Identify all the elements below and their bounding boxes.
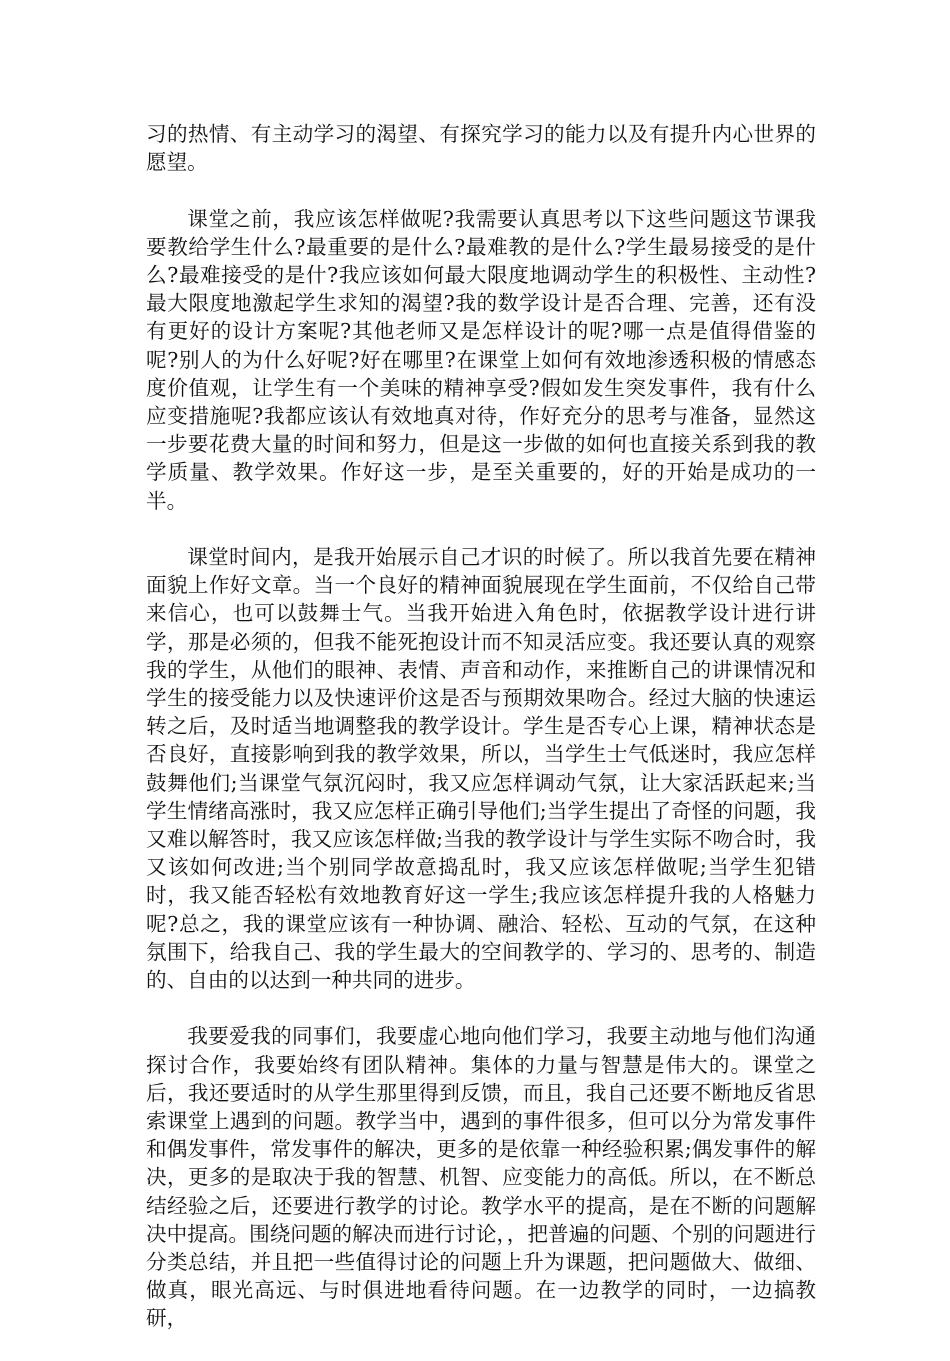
paragraph-before-class: 课堂之前，我应该怎样做呢?我需要认真思考以下这些问题这节课我要教给学生什么?最重要的是什么?最难教的是什么?学生最易接受的是什么?最难接受的是什?我应该如何最大限度地调动学生的积极性、主动性?最大限度地激起学生求知的渴望?我的数学设计是否合理、完善，还有没有更好的设计方案呢?其他老师又是怎样设计的呢?哪一点是值得借鉴的呢?别人的为什么好呢?好在哪里?在课堂上如何有效地渗透积极的情感态度价值观，让学生有一个美味的精神享受?假如发生突发事件，我有什么应变措施呢?我都应该认有效地真对待，作好充分的思考与准备，显然这一步要花费大量的时间和努力，但是这一步做的如何也直接关系到我的教学质量、教学效果。作好这一步，是至关重要的，好的开始是成功的一半。 (146, 206, 816, 513)
paragraph-continuation: 习的热情、有主动学习的渴望、有探究学习的能力以及有提升内心世界的愿望。 (146, 122, 816, 175)
paragraph-colleagues-reflection: 我要爱我的同事们，我要虚心地向他们学习，我要主动地与他们沟通探讨合作，我要始终有团队精神。集体的力量与智慧是伟大的。课堂之后，我还要适时的从学生那里得到反馈，而且，我自己还要不断地反省思索课堂上遇到的问题。教学当中，遇到的事件很多，但可以分为常发事件和偶发事件，常发事件的解决，更多的是依靠一种经验积累;偶发事件的解决，更多的是取决于我的智慧、机智、应变能力的高低。所以，在不断总结经验之后，还要进行教学的讨论。教学水平的提高，是在不断的问题解决中提高。围绕问题的解决而进行讨论，，把普遍的问题、个别的问题进行分类总结，并且把一些值得讨论的问题上升为课题，把问题做大、做细、做真，眼光高远、与时俱进地看待问题。在一边教学的同时，一边搞教研， (146, 1024, 816, 1331)
paragraph-during-class: 课堂时间内，是我开始展示自己才识的时候了。所以我首先要在精神面貌上作好文章。当一个良好的精神面貌展现在学生面前，不仅给自己带来信心，也可以鼓舞士气。当我开始进入角色时，依据教学设计进行讲学，那是必须的，但我不能死抱设计而不知灵活应变。我还要认真的观察我的学生，从他们的眼神、表情、声音和动作，来推断自己的讲课情况和学生的接受能力以及快速评价这是否与预期效果吻合。经过大脑的快速运转之后，及时适当地调整我的教学设计。学生是否专心上课，精神状态是否良好，直接影响到我的教学效果，所以，当学生士气低迷时，我应怎样鼓舞他们;当课堂气氛沉闷时，我又应怎样调动气氛，让大家活跃起来;当学生情绪高涨时，我又应怎样正确引导他们;当学生提出了奇怪的问题，我又难以解答时，我又应该怎样做;当我的教学设计与学生实际不吻合时，我又该如何改进;当个别同学故意捣乱时，我又应该怎样做呢;当学生犯错时，我又能否轻松有效地教育好这一学生;我应该怎样提升我的人格魅力呢?总之，我的课堂应该有一种协调、融洽、轻松、互动的气氛，在这种氛围下，给我自己、我的学生最大的空间教学的、学习的、思考的、制造的、自由的以达到一种共同的进步。 (146, 545, 816, 993)
document-body (146, 120, 816, 1361)
